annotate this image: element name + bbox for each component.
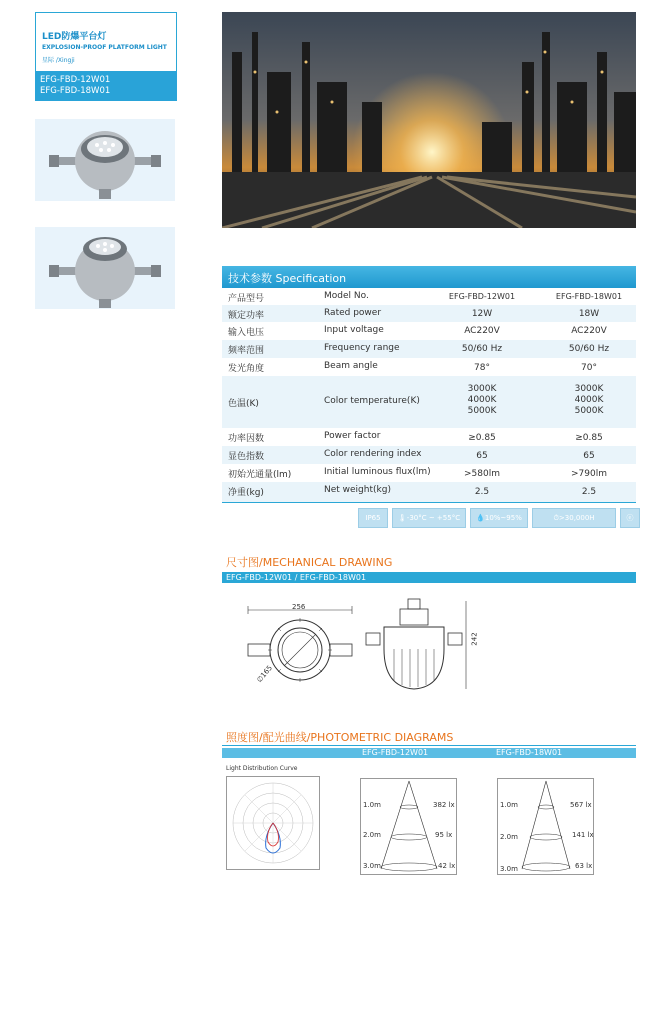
distance-b3: 3.0m — [500, 865, 518, 873]
spec-header-title: 技术参数 Specification — [228, 272, 347, 285]
model-item: EFG-FBD-18W01 — [40, 86, 111, 96]
humidity-badge — [470, 508, 528, 528]
spec-v2: EFG-FBD-18W01 — [555, 292, 623, 301]
spec-v1: 3000K 4000K 5000K — [467, 384, 497, 416]
spec-row — [222, 340, 636, 358]
ip-rating-text: IP65 — [365, 514, 381, 522]
spec-v2: 65 — [583, 451, 595, 461]
model-list — [35, 71, 177, 101]
photometric-model-b: EFG-FBD-18W01 — [496, 748, 563, 757]
spec-header — [222, 266, 636, 288]
lux-b1: 567 lx — [570, 801, 592, 809]
dimension-height: 242 — [470, 632, 479, 646]
spec-row — [222, 446, 636, 464]
curve-label: Light Distribution Curve — [226, 765, 298, 772]
temperature-text: -30°C ~ +55°C — [406, 514, 461, 522]
spec-cn: 初始光通量(lm) — [228, 470, 292, 480]
distance-a2: 2.0m — [363, 831, 381, 839]
spec-cn: 额定功率 — [228, 311, 265, 321]
lux-a3: 42 lx — [438, 862, 456, 870]
spec-divider — [222, 502, 636, 503]
mechanical-model-label: EFG-FBD-12W01 / EFG-FBD-18W01 — [226, 573, 367, 582]
spec-v1: AC220V — [464, 326, 500, 336]
distance-a1: 1.0m — [363, 801, 381, 809]
spec-cn: 净重(kg) — [228, 488, 264, 498]
product-title-en: EXPLOSION-PROOF PLATFORM LIGHT — [42, 44, 167, 51]
humidity-text: 10%~95% — [484, 514, 522, 522]
spec-v1: 65 — [476, 451, 488, 461]
spec-en: Model No. — [324, 291, 369, 301]
spec-row — [222, 305, 636, 322]
lux-b3: 63 lx — [575, 862, 593, 870]
spec-en: Initial luminous flux(lm) — [324, 467, 431, 477]
lifetime-text: >30,000H — [558, 514, 595, 522]
lux-a2: 95 lx — [435, 831, 453, 839]
model-item: EFG-FBD-12W01 — [40, 75, 111, 85]
lux-b2: 141 lx — [572, 831, 594, 839]
spec-cn: 功率因数 — [228, 434, 265, 444]
spec-icon-bar — [358, 508, 640, 526]
product-title-cn: LED防爆平台灯 — [42, 32, 107, 42]
lux-a1: 382 lx — [433, 801, 455, 809]
spec-row — [222, 376, 636, 428]
spec-v2: >790lm — [571, 469, 607, 479]
spec-row — [222, 482, 636, 502]
product-photo-2 — [35, 227, 175, 309]
photometric-model-bar — [222, 748, 636, 758]
ex-mark-icon: ⓔ — [620, 508, 640, 528]
spec-row — [222, 288, 636, 305]
polar-curve-diagram — [226, 776, 320, 870]
illuminance-diagram-b — [497, 778, 594, 875]
brand-label: 星际 /Xingji — [42, 57, 75, 64]
distance-b2: 2.0m — [500, 833, 518, 841]
spec-cn: 显色指数 — [228, 452, 265, 462]
spec-v2: 70° — [581, 363, 597, 373]
spec-en: Color rendering index — [324, 449, 422, 459]
illuminance-diagram-a — [360, 778, 457, 875]
spec-v1: 2.5 — [474, 487, 490, 497]
spec-v2: 18W — [578, 309, 600, 319]
hero-refinery-image — [222, 12, 636, 228]
spec-v1: 50/60 Hz — [461, 344, 503, 354]
droplet-icon: 💧 — [476, 514, 485, 522]
spec-row — [222, 428, 636, 446]
distance-b1: 1.0m — [500, 801, 518, 809]
mechanical-title: 尺寸图/MECHANICAL DRAWING — [226, 556, 393, 569]
spec-en: Input voltage — [324, 325, 384, 335]
spec-cn: 产品型号 — [228, 294, 265, 304]
spec-v2: 2.5 — [581, 487, 597, 497]
spec-cn: 频率范围 — [228, 346, 265, 356]
photometric-model-a: EFG-FBD-12W01 — [362, 748, 429, 757]
spec-cn: 发光角度 — [228, 364, 265, 374]
spec-en: Color temperature(K) — [324, 396, 420, 406]
spec-en: Beam angle — [324, 361, 378, 371]
photometric-divider — [222, 745, 636, 746]
spec-cn: 输入电压 — [228, 328, 265, 338]
temperature-badge — [392, 508, 466, 528]
mechanical-model-bar — [222, 572, 636, 583]
spec-cn: 色温(K) — [228, 399, 259, 409]
spec-v1: EFG-FBD-12W01 — [448, 292, 516, 301]
distance-a3: 3.0m — [363, 862, 381, 870]
spec-v1: 12W — [471, 309, 493, 319]
spec-v2: 50/60 Hz — [568, 344, 610, 354]
spec-en: Power factor — [324, 431, 381, 441]
ip-rating-badge — [358, 508, 388, 528]
spec-v2: AC220V — [571, 326, 607, 336]
spec-v1: >580lm — [464, 469, 500, 479]
mechanical-side-view — [362, 597, 472, 697]
spec-row — [222, 322, 636, 340]
spec-en: Rated power — [324, 308, 382, 318]
spec-en: Frequency range — [324, 343, 400, 353]
spec-row — [222, 464, 636, 482]
thermometer-icon: 🌡 — [397, 514, 407, 522]
product-photo-1 — [35, 119, 175, 201]
spec-v1: ≥0.85 — [468, 433, 496, 443]
spec-en: Net weight(kg) — [324, 485, 391, 495]
clock-icon: ⏱ — [553, 513, 559, 522]
photometric-title: 照度图/配光曲线/PHOTOMETRIC DIAGRAMS — [226, 731, 454, 744]
mechanical-top-view — [240, 600, 360, 700]
dimension-diameter: ∅165 — [255, 663, 275, 685]
spec-row — [222, 358, 636, 376]
spec-v2: 3000K 4000K 5000K — [574, 384, 604, 416]
dimension-width: 256 — [292, 603, 306, 611]
spec-v2: ≥0.85 — [575, 433, 603, 443]
spec-v1: 78° — [474, 363, 490, 373]
lifetime-badge — [532, 508, 616, 528]
product-title-box — [35, 12, 177, 71]
